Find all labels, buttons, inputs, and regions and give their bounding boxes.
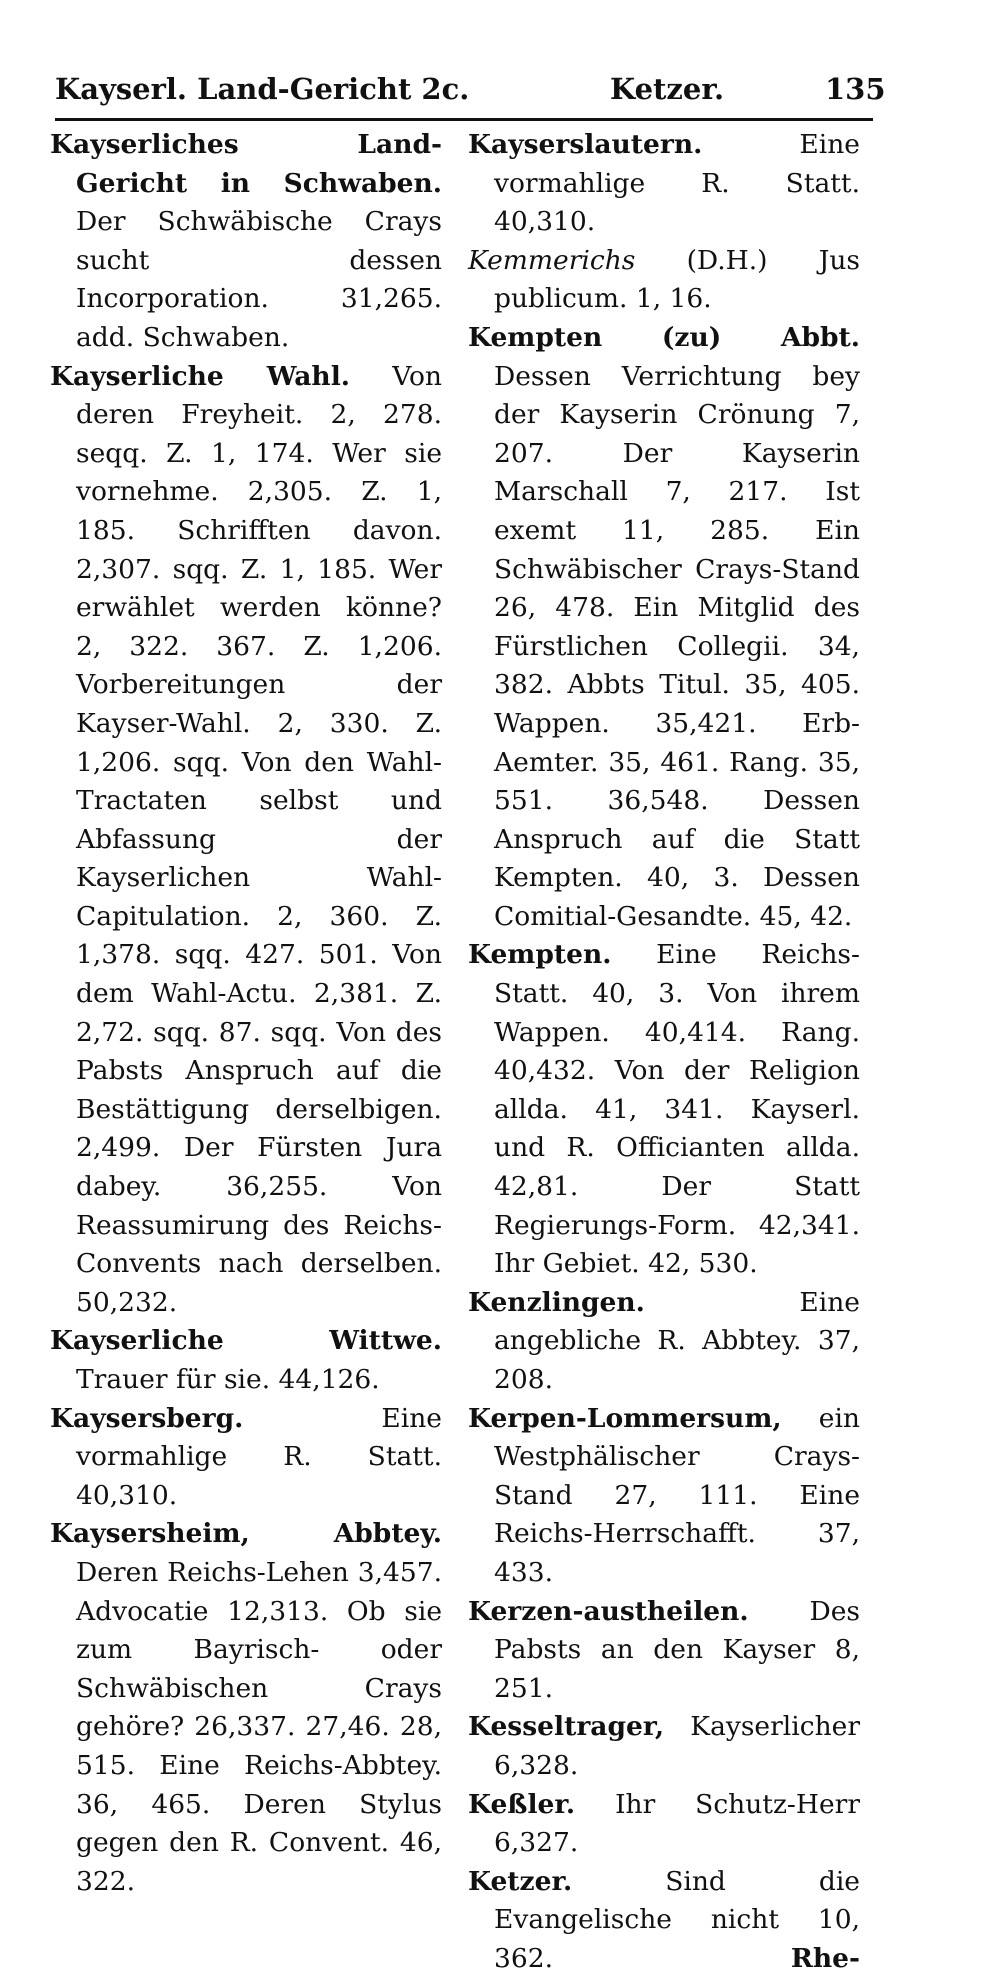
index-entry <box>50 126 442 358</box>
entry-headword: Kayserliches Land-Gericht in Schwaben. <box>50 129 442 199</box>
entry-text: Sind die Evangelische nicht 10, 362. <box>494 1865 860 1974</box>
entry-headword: Kempten (zu) Abbt. <box>468 321 860 353</box>
index-entry <box>468 242 860 319</box>
index-entry <box>468 1400 860 1593</box>
header-center-title: Ketzer. <box>610 72 725 106</box>
entry-text: Ihr Schutz-Herr 6,327. <box>494 1788 860 1859</box>
entry-headword: Kayserslautern. <box>468 129 703 160</box>
header-left-title: Kayserl. Land-Gericht 2c. <box>55 72 470 106</box>
entry-headword: Kaysersberg. <box>50 1402 244 1434</box>
index-entry <box>50 358 442 1323</box>
index-entry <box>468 1786 860 1863</box>
entry-headword: Keßler. <box>468 1788 576 1820</box>
entry-text: Dessen Verrichtung bey der Kayserin Crönung 7, 207. Der Kayserin Marschall 7, 217. Ist exemt 11, 285. Ein Schwäbischer Crays-Stand 26, 478. Ein Mitglid des Fürstlichen Collegii. 34, 382. Abbts Titul. 35, 405. Wappen. 35,421. Erb-Aemter. 35, 461. Rang. 35, 551. 36,548. Dessen Anspruch auf die Statt Kempten. 40, 3. Dessen Comitial-Gesandte. 45, 42. <box>494 360 860 932</box>
entry-text: ein Westphälischer Crays-Stand 27, 111. Eine Reichs-Herrschafft. 37, 433. <box>494 1402 860 1588</box>
index-entry <box>468 1708 860 1785</box>
index-entry <box>50 1322 442 1399</box>
catchword: Rhe- <box>790 1942 860 1974</box>
entry-text: Eine vormahlige R. Statt. 40,310. <box>76 1402 442 1511</box>
running-header <box>55 72 885 116</box>
entry-text: Der Schwäbische Crays sucht dessen Incorporation. 31,265. add. Schwaben. <box>76 206 442 353</box>
entry-headword: Kempten. <box>468 939 612 971</box>
entry-headword: Kayserliche Wahl. <box>50 360 350 392</box>
index-entry <box>468 1284 860 1400</box>
page-number: 135 <box>825 72 886 106</box>
entry-text: Eine Reichs-Statt. 40, 3. Von ihrem Wappen. 40,414. Rang. 40,432. Von der Religion allda. 41, 341. Kayserl. und R. Officianten allda. 42,81. Der Statt Regierungs-Form. 42,341. Ihr Gebiet. 42, 530. <box>494 939 860 1280</box>
entry-headword: Kaysersheim, Abbtey. <box>50 1518 442 1550</box>
entry-headword: Kenzlingen. <box>468 1286 645 1318</box>
entry-headword: Kerzen-austheilen. <box>468 1595 749 1627</box>
entry-text: Trauer für sie. 44,126. <box>76 1364 380 1395</box>
index-entry <box>50 1515 442 1901</box>
entry-headword-italic: Kemmerichs <box>468 244 636 276</box>
index-entry <box>468 126 860 242</box>
right-column <box>468 126 860 1979</box>
entry-headword: Kesseltrager, <box>468 1711 665 1743</box>
index-entry <box>50 1400 442 1516</box>
entry-text: (D.H.) Jus publicum. 1, 16. <box>494 244 860 315</box>
index-entry <box>468 1593 860 1709</box>
entry-text: Des Pabsts an den Kayser 8, 251. <box>494 1595 860 1704</box>
index-entry <box>468 936 860 1283</box>
entry-text: Eine angebliche R. Abbtey. 37, 208. <box>494 1286 860 1395</box>
entry-text: Von deren Freyheit. 2, 278. seqq. Z. 1, 174. Wer sie vornehme. 2,305. Z. 1, 185. Schrifften davon. 2,307. sqq. Z. 1, 185. Wer erwählet werden könne? 2, 322. 367. Z. 1,206. Vorbereitungen der Kayser-Wahl. 2, 330. Z. 1,206. sqq. Von den Wahl-Tractaten selbst und Abfassung der Kayserlichen Wahl-Capitulation. 2, 360. Z. 1,378. sqq. 427. 501. Von dem Wahl-Actu. 2,381. Z. 2,72. sqq. 87. sqq. Von des Pabsts Anspruch auf die Bestättigung derselbigen. 2,499. Der Fürsten Jura dabey. 36,255. Von Reassumirung des Reichs-Convents nach derselben. 50,232. <box>76 360 442 1318</box>
index-entry <box>468 319 860 937</box>
entry-headword: Kerpen-Lommersum, <box>468 1402 782 1434</box>
entry-headword: Ketzer. <box>468 1865 573 1897</box>
left-column <box>50 126 442 1901</box>
header-rule <box>55 118 873 121</box>
entry-text: Kayserlicher 6,328. <box>494 1711 860 1781</box>
entry-headword: Kayserliche Wittwe. <box>50 1325 442 1357</box>
entry-text: Deren Reichs-Lehen 3,457. Advocatie 12,313. Ob sie zum Bayrisch- oder Schwäbischen Crays gehöre? 26,337. 27,46. 28, 515. Eine Reichs-Abbtey. 36, 465. Deren Stylus gegen den R. Convent. 46, 322. <box>76 1556 442 1897</box>
entry-text: Eine vormahlige R. Statt. 40,310. <box>494 129 860 238</box>
